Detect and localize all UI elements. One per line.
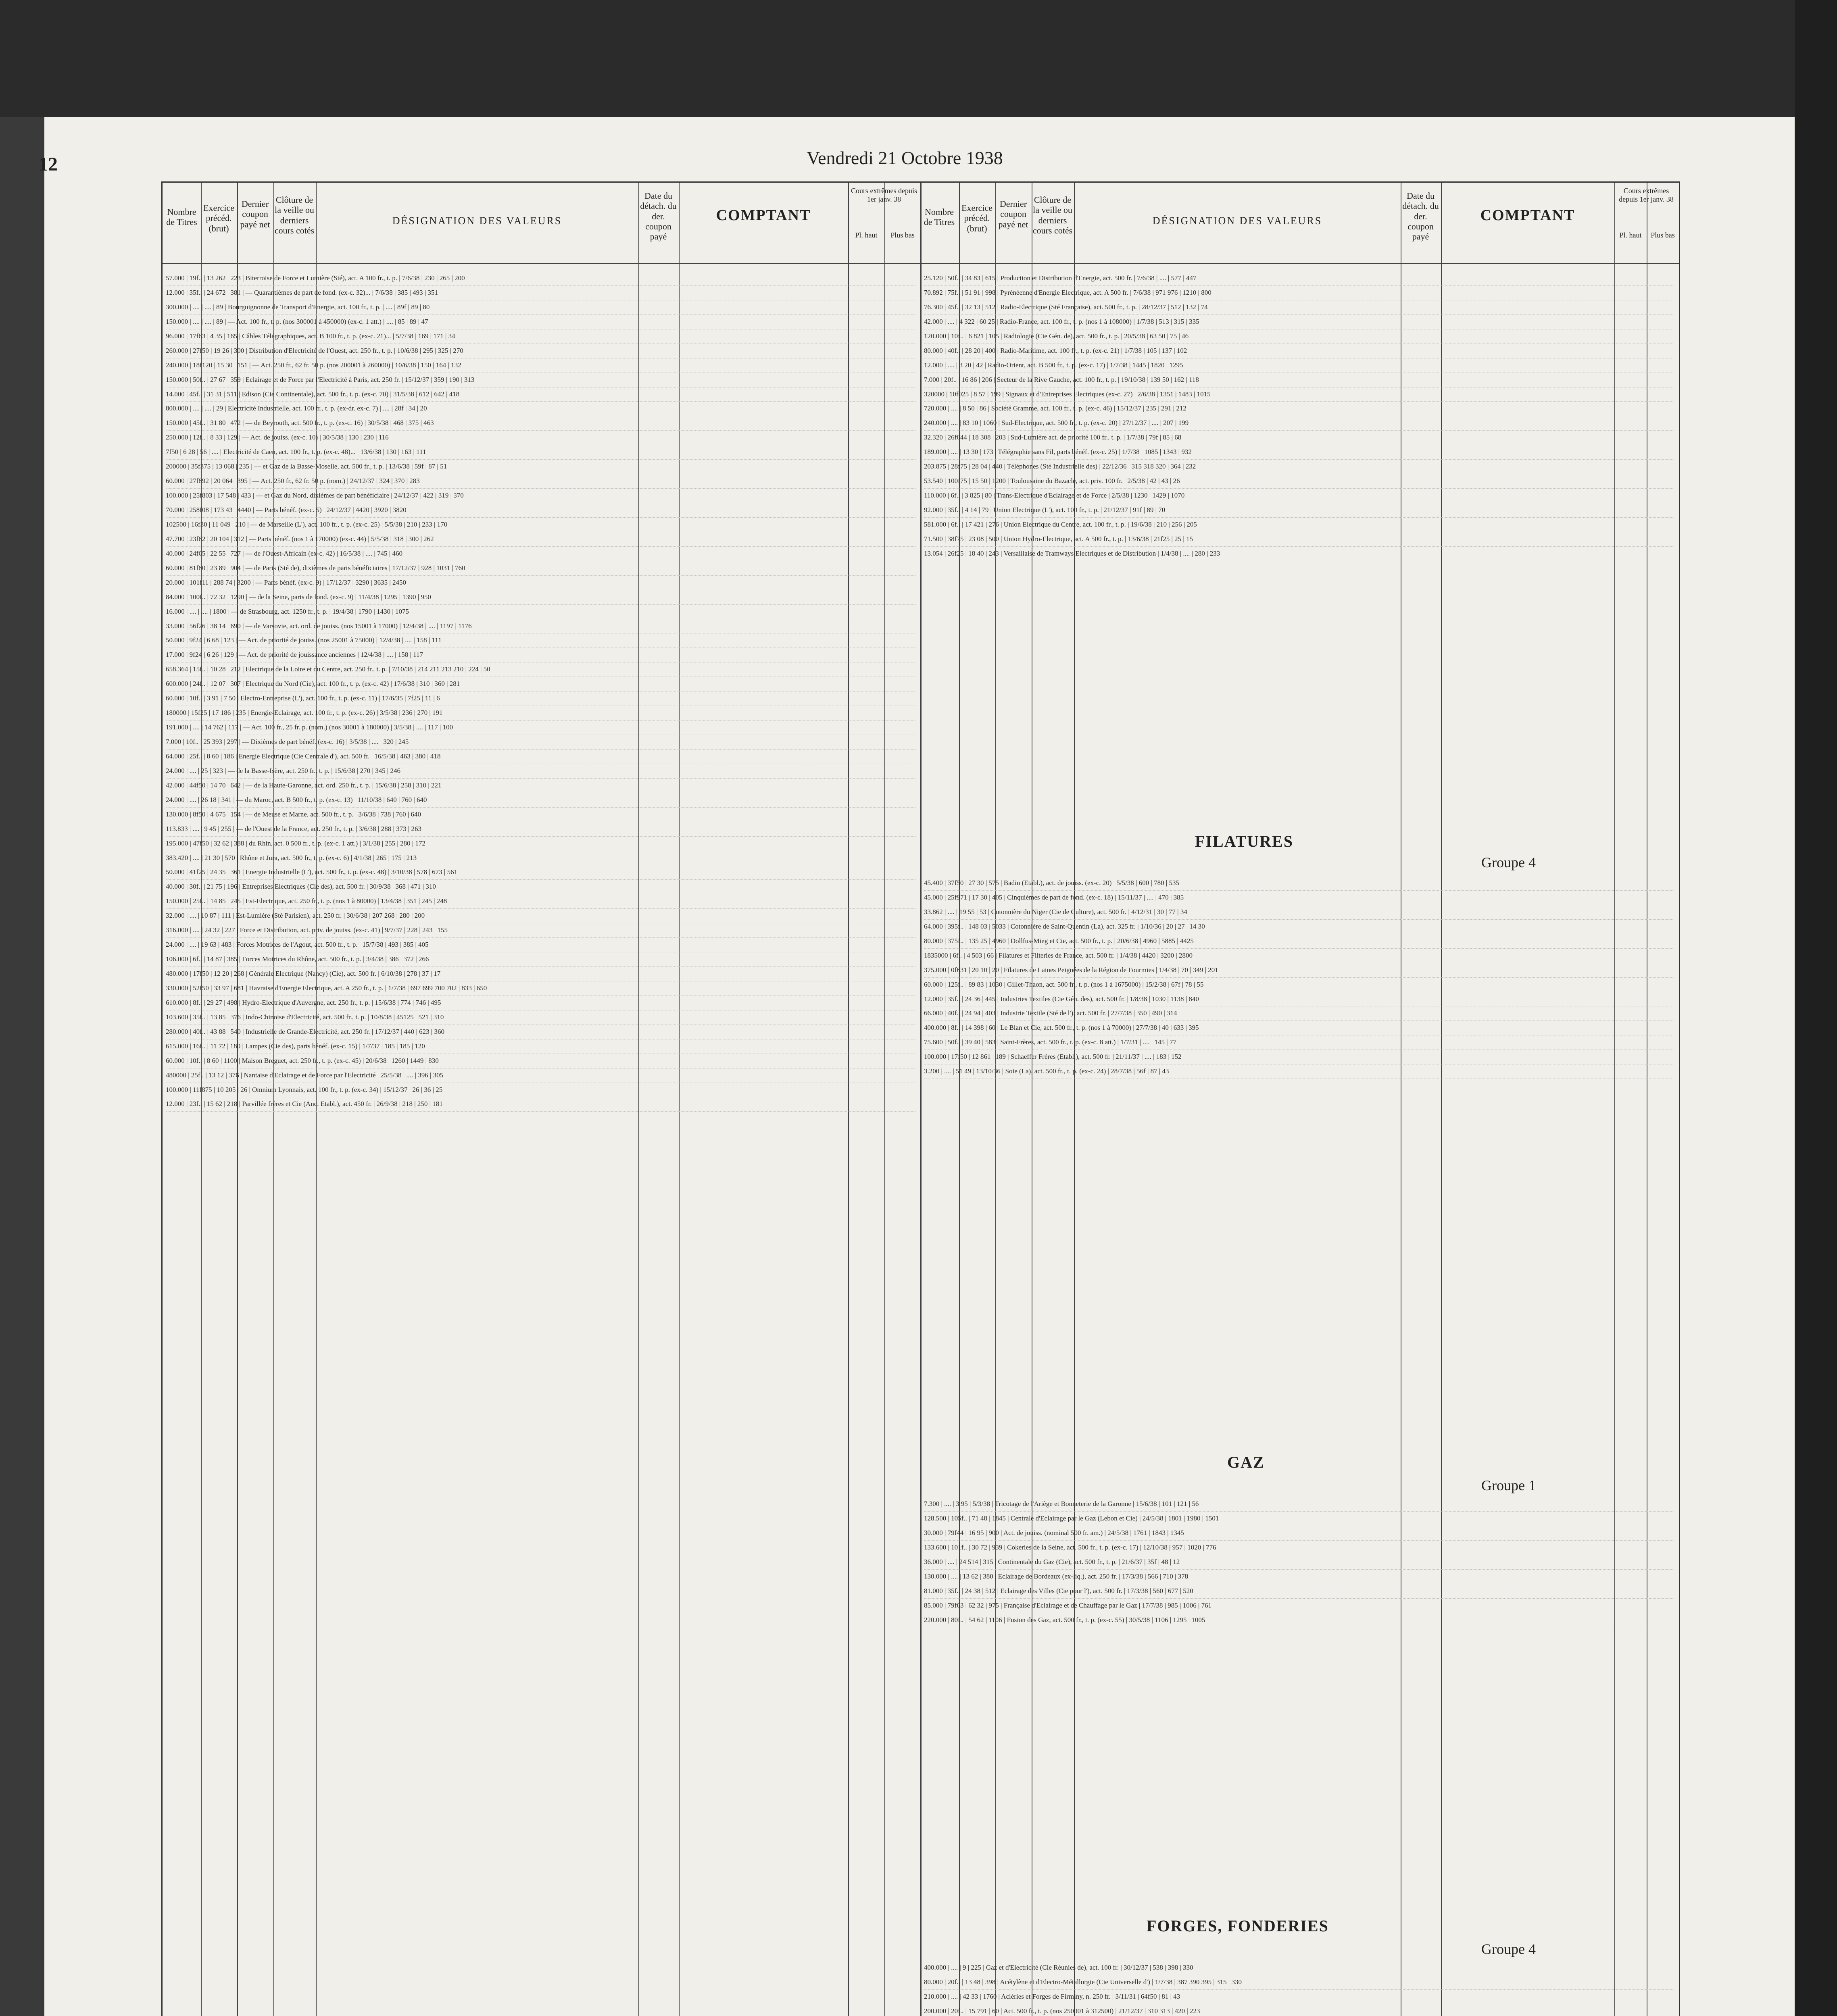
table-row: 33.000 | 56f26 | 38 14 | 690 | — de Varsovie, act. ord. de jouiss. (nos 15001 à 17000) | 12/4/38 | .... | 1197 | 1176 [166, 619, 916, 634]
header-cloture-right: Clôture de la veille ou derniers cours cotés [1032, 195, 1073, 235]
table-row: 330.000 | 52f50 | 33 97 | 681 | Havraise d'Energie Electrique, act. A 250 fr., t. p. | 1/7/38 | 697 699 700 702 | 833 | 650 [166, 981, 916, 996]
table-row: 110.000 | 6f.. | 3 825 | 80 | Trans-Electrique d'Eclairage et de Force | 2/5/38 | 1230 | 1429 | 1070 [924, 489, 1674, 503]
table-row: 24.000 | .... | 19 63 | 483 | Forces Motrices de l'Agout, act. 500 fr., t. p. | 15/7/38 | 493 | 385 | 405 [166, 938, 916, 952]
table-row: 100.000 | 17f50 | 12 861 | 189 | Schaeffer Frères (Etabl.), act. 500 fr. | 21/11/37 | .... | 183 | 152 [924, 1050, 1674, 1064]
table-row: 25.120 | 50f.. | 34 83 | 615 | Production et Distribution d'Energie, act. 500 fr. | 7/6/38 | .... | 577 | 447 [924, 271, 1674, 286]
table-row: 658.364 | 15f.. | 10 28 | 212 | Electrique de la Loire et du Centre, act. 250 fr., t. p. | 7/10/38 | 214 211 213 210 | 224 | 50 [166, 662, 916, 677]
center-divider [920, 183, 922, 2016]
table-row: 130.000 | 8f50 | 4 675 | 154 | — de Meuse et Marne, act. 500 fr., t. p. | 3/6/38 | 738 | 760 | 640 [166, 808, 916, 822]
table-row: 30.000 | 79f44 | 16 95 | 900 | Act. de jouiss. (nominal 500 fr. am.) | 24/5/38 | 1761 | 1843 | 1345 [924, 1526, 1674, 1541]
header-plus-bas: Plus bas [890, 231, 915, 239]
header-exercice-right: Exercice précéd. (brut) [961, 203, 993, 233]
table-row: 17.000 | 9f24 | 6 26 | 129 | — Act. de priorité de jouissance anciennes | 12/4/38 | .... | 158 | 117 [166, 648, 916, 662]
table-row: 57.000 | 19f.. | 13 262 | 223 | Biterroise de Force et Lumière (Sté), act. A 100 fr., t. p. | 7/6/38 | 230 | 265 | 200 [166, 271, 916, 286]
table-row: 60.000 | 27f892 | 20 064 | 395 | — Act. 250 fr., 62 fr. 50 p. (nom.) | 24/12/37 | 324 | 370 | 283 [166, 474, 916, 489]
table-row: 615.000 | 16f.. | 11 72 | 180 | Lampes (Cie des), parts bénéf. (ex-c. 15) | 1/7/37 | 185 | 185 | 120 [166, 1039, 916, 1054]
table-row: 75.600 | 50f.. | 39 40 | 583 | Saint-Frères, act. 500 fr., t. p. (ex-c. 8 att.) | 1/7/31 | .... | 145 | 77 [924, 1035, 1674, 1050]
right-listing-electricite [924, 271, 1674, 876]
table-row: 42.000 | .... | 4 322 | 60 25 | Radio-France, act. 100 fr., t. p. (nos 1 à 108000) | 1/7/38 | 513 | 315 | 335 [924, 315, 1674, 329]
right-listing-forges [924, 1961, 1674, 2016]
table-row: 191.000 | .... | 14 762 | 117 | — Act. 100 fr., 25 fr. p. (nom.) (nos 30001 à 180000) | 3/5/38 | .... | 117 | 100 [166, 721, 916, 735]
section-forges: FORGES, FONDERIES [1147, 1917, 1329, 1935]
table-row: 7.000 | 10f.. | 25 393 | 297 | — Dixièmes de part bénéf. (ex-c. 16) | 3/5/38 | .... | 320 | 245 [166, 735, 916, 750]
table-row: 200.000 | 20f.. | 15 791 | 60 | Act. 500 fr., t. p. (nos 250001 à 312500) | 21/12/37 | 310 313 | 420 | 223 [924, 2004, 1674, 2016]
header-designation: DÉSIGNATION DES VALEURS [392, 215, 562, 227]
table-row: 53.540 | 100f75 | 15 50 | 1200 | Toulousaine du Bazacle, act. priv. 100 fr. | 2/5/38 | 42 | 43 | 26 [924, 474, 1674, 489]
header-pl-haut: Pl. haut [855, 231, 878, 239]
header-cours-extremes-right: Cours extrêmes depuis 1er janv. 38 [1619, 187, 1674, 203]
table-row: 400.000 | .... | 9 | 225 | Gaz et d'Electricité (Cie Réunies de), act. 100 fr. | 30/12/37 | 538 | 398 | 330 [924, 1961, 1674, 1975]
header-nombre-right: Nombre de Titres [924, 207, 955, 227]
groupe-label: Groupe 4 [1481, 1941, 1536, 1957]
table-row: 100.000 | 11f875 | 10 205 | 26 | Omnium Lyonnais, act. 100 fr., t. p. (ex-c. 34) | 15/12/37 | 26 | 36 | 25 [166, 1083, 916, 1098]
table-row: 133.600 | 101f.. | 30 72 | 939 | Cokeries de la Seine, act. 500 fr., t. p. (ex-c. 17) | 12/10/38 | 957 | 1020 | 776 [924, 1541, 1674, 1555]
table-row: 32.320 | 26f044 | 18 308 | 203 | Sud-Lumière act. de priorité 100 fr., t. p. | 1/7/38 | 79f | 85 | 68 [924, 431, 1674, 445]
table-row: 480000 | 25f.. | 13 12 | 376 | Nantaise d'Eclairage et de Force par l'Electricité | 25/5/38 | .... | 396 | 305 [166, 1068, 916, 1083]
table-row: 210.000 | .... | 42 33 | 1760 | Aciéries et Forges de Firminy, n. 250 fr. | 3/11/31 | 64f50 | 81 | 43 [924, 1990, 1674, 2004]
table-row: 240.000 | 18f120 | 15 30 | 151 | — Act. 250 fr., 62 fr. 50 p. (nos 200001 à 260000) | 10/6/38 | 150 | 164 | 132 [166, 358, 916, 373]
table-row: 80.000 | 40f.. | 28 20 | 400 | Radio-Maritime, act. 100 fr., t. p. (ex-c. 21) | 1/7/38 | 105 | 137 | 102 [924, 344, 1674, 358]
table-row: 400.000 | 8f.. | 14 398 | 60 | Le Blan et Cie, act. 500 fr., t. p. (nos 1 à 70000) | 27/7/38 | 40 | 633 | 395 [924, 1021, 1674, 1035]
table-row: 64.000 | 395f.. | 148 03 | 5033 | Cotonnière de Saint-Quentin (La), act. 325 fr. | 1/10/36 | 20 | 27 | 14 30 [924, 920, 1674, 934]
header-pl-haut-right: Pl. haut [1619, 231, 1642, 239]
table-row: 150.000 | 25f.. | 14 85 | 245 | Est-Electrique, act. 250 fr., t. p. (nos 1 à 80000) | 13/4/38 | 351 | 245 | 248 [166, 894, 916, 909]
table-row: 40.000 | 24f65 | 22 55 | 727 | — de l'Ouest-Africain (ex-c. 42) | 16/5/38 | .... | 745 | 460 [166, 547, 916, 561]
table-row: 70.892 | 75f.. | 51 91 | 998 | Pyrénéenne d'Energie Electrique, act. A 500 fr. | 7/6/38 | 971 976 | 1210 | 800 [924, 286, 1674, 300]
table-row: 36.000 | .... | 24 514 | 315 | Continentale du Gaz (Cie), act. 500 fr., t. p. | 21/6/37 | 35f | 48 | 12 [924, 1555, 1674, 1570]
table-row: 189.000 | .... | 13 30 | 173 | Télégraphie sans Fil, parts bénéf. (ex-c. 25) | 1/7/38 | 1085 | 1343 | 932 [924, 445, 1674, 460]
table-row: 45.400 | 37f50 | 27 30 | 575 | Badin (Etabl.), act. de jouiss. (ex-c. 20) | 5/5/38 | 600 | 780 | 535 [924, 876, 1674, 891]
table-row: 250.000 | 12f.. | 8 33 | 129 | — Act. de jouiss. (ex-c. 10) | 30/5/38 | 130 | 230 | 116 [166, 431, 916, 445]
header-exercice: Exercice précéd. (brut) [203, 203, 234, 233]
table-row: 96.000 | 17f63 | 4 35 | 165 | Câbles Télégraphiques, act. B 100 fr., t. p. (ex-c. 21)... | 5/7/38 | 169 | 171 | 34 [166, 329, 916, 344]
table-row: 300.000 | .... | .... | 89 | Bourguignonne de Transport d'Energie, act. 100 fr., t. p. | .... | 89f | 89 | 80 [166, 300, 916, 315]
table-row: 50.000 | 9f24 | 6 68 | 123 | — Act. de priorité de jouiss. (nos 25001 à 75000) | 12/4/38 | .... | 158 | 111 [166, 633, 916, 648]
header-designation-right: DÉSIGNATION DES VALEURS [1152, 215, 1322, 227]
table-row: 12.000 | .... | 3 20 | 42 | Radio-Orient, act. B 500 fr., t. p. (ex-c. 17) | 1/7/38 | 1445 | 1820 | 1295 [924, 358, 1674, 373]
table-row: 240.000 | .... | 83 10 | 1060 | Sud-Electrique, act. 500 fr., t. p. (ex-c. 20) | 27/12/37 | .... | 207 | 199 [924, 416, 1674, 431]
table-row: 71.500 | 38f75 | 23 08 | 500 | Union Hydro-Electrique, act. A 500 fr., t. p. | 13/6/38 | 21f25 | 25 | 15 [924, 532, 1674, 547]
table-row: 76.300 | 45f.. | 32 13 | 512 | Radio-Electrique (Sté Française), act. 500 fr., t. p. | 28/12/37 | 512 | 132 | 74 [924, 300, 1674, 315]
table-row: 80.000 | 375f.. | 135 25 | 4960 | Dollfus-Mieg et Cie, act. 500 fr., t. p. | 20/6/38 | 4960 | 5885 | 4425 [924, 934, 1674, 949]
table-row: 32.000 | .... | 10 87 | 111 | Est-Lumière (Sté Parisien), act. 250 fr. | 30/6/38 | 207 268 | 280 | 200 [166, 909, 916, 923]
table-row: 316.000 | .... | 24 32 | 227 | Force et Distribution, act. priv. de jouiss. (ex-c. 41) | 9/7/37 | 228 | 243 | 155 [166, 923, 916, 938]
table-row: 16.000 | .... | .... | 1800 | — de Strasbourg, act. 1250 fr., t. p. | 19/4/38 | 1790 | 1430 | 1075 [166, 605, 916, 619]
header-comptant: COMPTANT [716, 207, 811, 224]
table-row: 320000 | 10f025 | 8 57 | 199 | Signaux et d'Entreprises Electriques (ex-c. 27) | 2/6/38 | 1351 | 1483 | 1015 [924, 387, 1674, 402]
table-row: 260.000 | 27f50 | 19 26 | 300 | Distribution d'Electricité de l'Ouest, act. 250 fr., t. p. | 10/6/38 | 295 | 325 | 270 [166, 344, 916, 358]
table-row: 66.000 | 40f.. | 24 94 | 403 | Industrie Textile (Sté de l'), act. 500 fr. | 27/7/38 | 350 | 490 | 314 [924, 1006, 1674, 1021]
table-row: 600.000 | 24f.. | 12 07 | 307 | Electrique du Nord (Cie), act. 100 fr., t. p. (ex-c. 42) | 17/6/38 | 310 | 360 | 281 [166, 677, 916, 691]
table-row: 720.000 | .... | 8 50 | 86 | Société Gramme, act. 100 fr., t. p. (ex-c. 46) | 15/12/37 | 235 | 291 | 212 [924, 402, 1674, 416]
header-cloture: Clôture de la veille ou derniers cours cotés [274, 195, 315, 235]
header-cours-extremes: Cours extrêmes depuis 1er janv. 38 [851, 187, 917, 203]
table-row: 150.000 | .... | .... | 89 | — Act. 100 fr., t. p. (nos 300001 à 450000) (ex-c. 1 att.) | .... | 85 | 89 | 47 [166, 315, 916, 329]
table-row: 12.000 | 23f.. | 15 62 | 218 | Parvillée frères et Cie (Anc. Etabl.), act. 450 fr. | 26/9/38 | 218 | 250 | 181 [166, 1097, 916, 1112]
table-row: 383.420 | .... | 21 30 | 570 | Rhône et Jura, act. 500 fr., t. p. (ex-c. 6) | 4/1/38 | 265 | 175 | 213 [166, 851, 916, 866]
table-row: 60.000 | 10f.. | 8 60 | 1100 | Maison Breguet, act. 250 fr., t. p. (ex-c. 45) | 20/6/38 | 1260 | 1449 | 830 [166, 1054, 916, 1068]
table-row: 60.000 | 125f.. | 89 83 | 1030 | Gillet-Thaon, act. 500 fr., t. p. (nos 1 à 1675000) | 15/2/38 | 67f | 78 | 55 [924, 978, 1674, 992]
table-row: 7.000 | 20f.. | 16 86 | 206 | Secteur de la Rive Gauche, act. 100 fr., t. p. | 19/10/38 | 139 50 | 162 | 118 [924, 373, 1674, 387]
page-number: 12 [38, 154, 58, 175]
table-row: 150.000 | 45f.. | 31 80 | 472 | — de Beyrouth, act. 500 fr., t. p. (ex-c. 16) | 30/5/38 | 468 | 375 | 463 [166, 416, 916, 431]
table-row: 375.000 | 0f631 | 20 10 | 20 | Filatures de Laines Peignées de la Région de Fourmies | 1/4/38 | 70 | 349 | 201 [924, 963, 1674, 978]
table-row: 106.000 | 6f.. | 14 87 | 385 | Forces Motrices du Rhône, act. 500 fr., t. p. | 3/4/38 | 386 | 372 | 266 [166, 952, 916, 967]
table-row: 33.862 | .... | 19 55 | 53 | Cotonnière du Niger (Cie de Culture), act. 500 fr. | 4/12/31 | 30 | 77 | 34 [924, 905, 1674, 920]
table-row: 81.000 | 35f.. | 24 38 | 512 | Eclairage des Villes (Cie pour l'), act. 500 fr. | 17/3/38 | 560 | 677 | 520 [924, 1584, 1674, 1599]
section-filatures: FILATURES [1195, 832, 1293, 850]
table-row: 24.000 | .... | 25 | 323 | — de la Basse-Isère, act. 250 fr., t. p. | 15/6/38 | 270 | 345 | 246 [166, 764, 916, 779]
table-row: 85.000 | 79f63 | 62 32 | 975 | Française d'Eclairage et de Chauffage par le Gaz | 17/7/38 | 985 | 1006 | 761 [924, 1599, 1674, 1613]
header-dernier-right: Dernier coupon payé net [998, 199, 1028, 229]
table-row: 610.000 | 8f.. | 29 27 | 498 | Hydro-Electrique d'Auvergne, act. 250 fr., t. p. | 15/6/38 | 774 | 746 | 495 [166, 996, 916, 1010]
table-row: 195.000 | 47f50 | 32 62 | 388 | du Rhin, act. 0 500 fr., t. p. (ex-c. 1 att.) | 3/1/38 | 255 | 280 | 172 [166, 837, 916, 851]
table-row: 42.000 | 44f50 | 14 70 | 642 | — de la Haute-Garonne, act. ord. 250 fr., t. p. | 15/6/38 | 258 | 310 | 221 [166, 779, 916, 793]
table-row: 102500 | 16f30 | 11 049 | 210 | — de Marseille (L'), act. 100 fr., t. p. (ex-c. 25) | 5/5/38 | 210 | 233 | 170 [166, 518, 916, 532]
table-row: 60.000 | 10f.. | 3 91 | 7 50 | Electro-Entreprise (L'), act. 100 fr., t. p. (ex-c. 11) | 17/6/35 | 7f25 | 11 | 6 [166, 691, 916, 706]
table-row: 180000 | 15f25 | 17 186 | 235 | Energie-Eclairage, act. 100 fr., t. p. (ex-c. 26) | 3/5/38 | 236 | 270 | 191 [166, 706, 916, 721]
table-row: 100.000 | 25f803 | 17 548 | 433 | — et Gaz du Nord, dixièmes de part bénéficiaire | 24/12/37 | 422 | 319 | 370 [166, 489, 916, 503]
stock-table [161, 181, 1680, 2016]
scan-background-edge [1795, 0, 1837, 2016]
table-row: 113.833 | .... | 9 45 | 255 | — de l'Ouest de la France, act. 250 fr., t. p. | 3/6/38 | 288 | 373 | 263 [166, 822, 916, 837]
table-row: 203.875 | 28f75 | 28 04 | 440 | Téléphones (Sté Industrielle des) | 22/12/36 | 315 318 320 | 364 | 232 [924, 460, 1674, 474]
table-row: 13.054 | 26f25 | 18 40 | 243 | Versaillaise de Tramways Electriques et de Distribution | 1/4/38 | .... | 280 | 233 [924, 547, 1674, 561]
table-row: 3.200 | .... | 51 49 | 13/10/36 | Soie (La), act. 500 fr., t. p. (ex-c. 24) | 28/7/38 | 56f | 87 | 43 [924, 1064, 1674, 1079]
table-row: 20.000 | 101f11 | 288 74 | 3200 | — Parts bénéf. (ex-c. 9) | 17/12/37 | 3290 | 3635 | 2450 [166, 576, 916, 590]
running-head: Vendredi 21 Octobre 1938 [807, 148, 1003, 168]
groupe-label: Groupe 1 [1481, 1477, 1536, 1493]
table-row: 92.000 | 35f.. | 4 14 | 79 | Union Electrique (L'), act. 100 fr., t. p. | 21/12/37 | 91f | 89 | 70 [924, 503, 1674, 518]
table-row: 280.000 | 40f.. | 43 88 | 540 | Industrielle de Grande-Electricité, act. 250 fr. | 17/12/37 | 440 | 623 | 360 [166, 1025, 916, 1039]
table-row: 14.000 | 45f.. | 31 31 | 511 | Edison (Cie Continentale), act. 500 fr., t. p. (ex-c. 70) | 31/5/38 | 612 | 642 | 418 [166, 387, 916, 402]
table-row: 150.000 | 50f.. | 27 67 | 359 | Eclairage et de Force par l'Electricité à Paris, act. 250 fr. | 15/12/37 | 359 | 190 | 313 [166, 373, 916, 387]
table-row: 40.000 | 30f.. | 21 75 | 196 | Entreprises Electriques (Cie des), act. 500 fr. | 30/9/38 | 368 | 471 | 310 [166, 880, 916, 894]
table-row: 80.000 | 20f.. | 13 48 | 398 | Acétylène et d'Electro-Métallurgie (Cie Universelle d') | 1/7/38 | 387 390 395 | 315 | 330 [924, 1975, 1674, 1990]
right-listing-filatures [924, 876, 1674, 1300]
table-row: 130.000 | .... | 13 62 | 380 | Eclairage de Bordeaux (ex-liq.), act. 250 fr. | 17/3/38 | 566 | 710 | 378 [924, 1570, 1674, 1584]
header-plus-bas-right: Plus bas [1651, 231, 1675, 239]
table-row: 1835000 | 6f.. | 4 503 | 66 | Filatures et Filteries de France, act. 500 fr. | 1/4/38 | 4420 | 3200 | 2800 [924, 949, 1674, 963]
table-row: 12.000 | 35f.. | 24 36 | 445 | Industries Textiles (Cie Gén. des), act. 500 fr. | 1/8/38 | 1030 | 1138 | 840 [924, 992, 1674, 1007]
table-row: 47.700 | 23f62 | 20 104 | 312 | — Parts bénéf. (nos 1 à 170000) (ex-c. 44) | 5/5/38 | 318 | 300 | 262 [166, 532, 916, 547]
table-row: 60.000 | 81f80 | 23 89 | 904 | — de Paris (Sté de), dixièmes de parts bénéficiaires | 17/12/37 | 928 | 1031 | 760 [166, 561, 916, 576]
table-row: 128.500 | 105f.. | 71 48 | 1845 | Centrale d'Eclairage par le Gaz (Lebon et Cie) | 24/5/38 | 1801 | 1980 | 1501 [924, 1512, 1674, 1526]
scan-background-top [0, 0, 1837, 117]
header-date-right: Date du détach. du der. coupon payé [1402, 191, 1439, 242]
left-listing [166, 271, 916, 2016]
table-row: 50.000 | 41f25 | 24 35 | 361 | Energie Industrielle (L'), act. 500 fr., t. p. (ex-c. 48) | 3/10/38 | 578 | 673 | 561 [166, 865, 916, 880]
table-row: 70.000 | 258f08 | 173 43 | 4440 | — Parts bénéf. (ex-c. 5) | 24/12/37 | 4420 | 3920 | 3820 [166, 503, 916, 518]
section-gaz: GAZ [1227, 1453, 1265, 1471]
table-row: 103.600 | 35f.. | 13 85 | 376 | Indo-Chinoise d'Electricité, act. 500 fr., t. p. | 10/8/38 | 45125 | 521 | 310 [166, 1010, 916, 1025]
header-date: Date du détach. du der. coupon payé [640, 191, 677, 242]
table-row: 581.000 | 6f.. | 17 421 | 276 | Union Electrique du Centre, act. 100 fr., t. p. | 19/6/38 | 210 | 256 | 205 [924, 518, 1674, 532]
table-row: 220.000 | 80f.. | 54 62 | 1106 | Fusion des Gaz, act. 500 fr., t. p. (ex-c. 55) | 30/5/38 | 1106 | 1295 | 1005 [924, 1613, 1674, 1628]
table-row: 800.000 | .... | .... | 29 | Electricité Industrielle, act. 100 fr., t. p. (ex-dr. ex-c. 7) | .... | 28f | 34 | 20 [166, 402, 916, 416]
table-row: 84.000 | 100f.. | 72 32 | 1290 | — de la Seine, parts de fond. (ex-c. 9) | 11/4/38 | 1295 | 1390 | 950 [166, 590, 916, 605]
table-row: 120.000 | 10f.. | 6 821 | 105 | Radiologie (Cie Gén. de), act. 500 fr., t. p. | 20/5/38 | 63 50 | 75 | 46 [924, 329, 1674, 344]
table-row: 7.300 | .... | 3 95 | 5/3/38 | Tricotage de l'Ariège et Bonneterie de la Garonne | 15/6/38 | 101 | 121 | 56 [924, 1497, 1674, 1512]
table-row: 200000 | 35f375 | 13 068 | 235 | — et Gaz de la Basse-Moselle, act. 500 fr., t. p. | 13/6/38 | 59f | 87 | 51 [166, 460, 916, 474]
table-row: 480.000 | 17f50 | 12 20 | 268 | Générale Electrique (Nancy) (Cie), act. 500 fr. | 6/10/38 | 278 | 37 | 17 [166, 967, 916, 981]
table-row: 24.000 | .... | 26 18 | 341 | — du Maroc, act. B 500 fr., t. p. (ex-c. 13) | 11/10/38 | 640 | 760 | 640 [166, 793, 916, 808]
table-row: 64.000 | 25f.. | 8 60 | 186 | Energie Electrique (Cie Centrale d'), act. 500 fr. | 16/5/38 | 463 | 380 | 418 [166, 750, 916, 764]
right-listing-gaz [924, 1497, 1674, 1699]
header-dernier: Dernier coupon payé net [240, 199, 270, 229]
table-row: 7f50 | 6 28 | 56 | .... | Electricité de Caen, act. 100 fr., t. p. (ex-c. 48)... | 13/6/38 | 130 | 163 | 111 [166, 445, 916, 460]
groupe-label: Groupe 4 [1481, 854, 1536, 871]
header-comptant-right: COMPTANT [1480, 207, 1575, 224]
header-nombre: Nombre de Titres [166, 207, 197, 227]
table-row: 45.000 | 25f971 | 17 30 | 405 | Cinquièmes de part de fond. (ex-c. 18) | 15/11/37 | .... | 470 | 385 [924, 891, 1674, 905]
table-row: 12.000 | 35f.. | 24 672 | 381 | — Quarantièmes de part de fond. (ex-c. 32)... | 7/6/38 | 385 | 493 | 351 [166, 286, 916, 300]
